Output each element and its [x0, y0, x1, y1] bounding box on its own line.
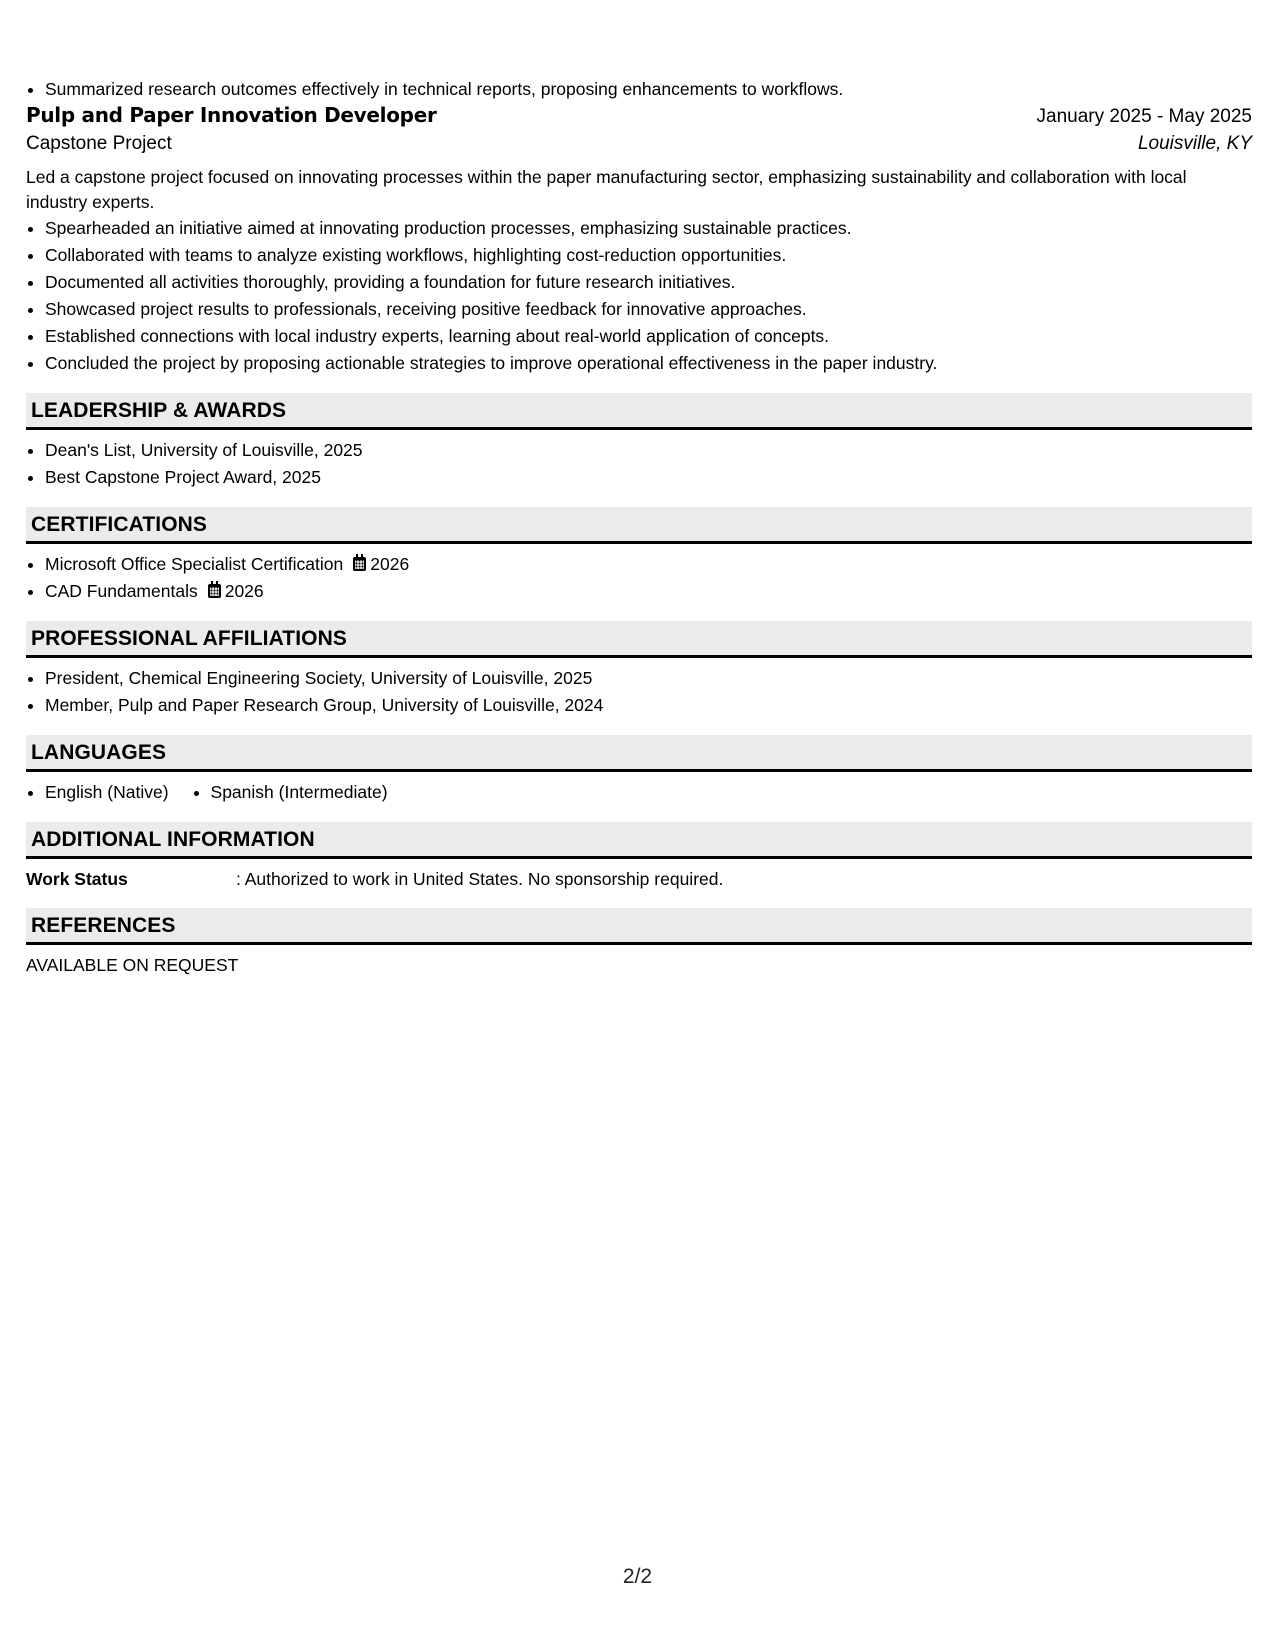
list-item: • Dean's List, University of Louisville, 2025 — [45, 437, 1252, 464]
list-item: • English (Native) — [45, 779, 169, 806]
affiliations-list — [26, 665, 1252, 719]
work-status-row — [26, 866, 1252, 892]
job-organization: Capstone Project — [26, 133, 172, 154]
calendar-icon — [353, 557, 366, 571]
section-heading: LANGUAGES — [26, 735, 1252, 772]
list-item: • Concluded the project by proposing actionable strategies to improve operational effectiveness in the paper industry. — [45, 350, 1252, 377]
section-heading: CERTIFICATIONS — [26, 507, 1252, 544]
experience-entry — [26, 103, 1252, 377]
job-subheader — [26, 133, 1252, 165]
list-item: • Summarized research outcomes effectively in technical reports, proposing enhancements to workflows. — [45, 76, 1252, 103]
references-section — [26, 908, 1252, 978]
resume-page — [26, 76, 1252, 978]
affiliations-section — [26, 621, 1252, 719]
job-header — [26, 103, 1252, 133]
certifications-list — [26, 551, 1252, 605]
job-bullets — [26, 215, 1252, 377]
section-heading: ADDITIONAL INFORMATION — [26, 822, 1252, 859]
list-item: • Collaborated with teams to analyze existing workflows, highlighting cost-reduction opportunities. — [45, 242, 1252, 269]
certification-year: 2026 — [224, 581, 264, 601]
additional-info-section — [26, 822, 1252, 892]
job-dates: January 2025 - May 2025 — [1036, 106, 1252, 127]
list-item: • Member, Pulp and Paper Research Group, University of Louisville, 2024 — [45, 692, 1252, 719]
section-heading: REFERENCES — [26, 908, 1252, 945]
page-number: 2/2 — [622, 1565, 653, 1588]
certifications-section — [26, 507, 1252, 605]
work-status-value: : Authorized to work in United States. No sponsorship required. — [236, 869, 724, 889]
languages-list — [26, 779, 1252, 806]
job-location: Louisville, KY — [1137, 133, 1252, 154]
list-item: • Spanish (Intermediate) — [211, 779, 388, 806]
previous-role-bullets — [26, 76, 1252, 103]
section-heading: PROFESSIONAL AFFILIATIONS — [26, 621, 1252, 658]
list-item: • Showcased project results to professionals, receiving positive feedback for innovative approaches. — [45, 296, 1252, 323]
languages-section — [26, 735, 1252, 806]
list-item: • President, Chemical Engineering Society, University of Louisville, 2025 — [45, 665, 1252, 692]
leadership-list — [26, 437, 1252, 491]
certification-name: CAD Fundamentals — [45, 581, 198, 601]
list-item: • Established connections with local industry experts, learning about real-world application of concepts. — [45, 323, 1252, 350]
list-item: • Spearheaded an initiative aimed at innovating production processes, emphasizing sustainable practices. — [45, 215, 1252, 242]
references-text: AVAILABLE ON REQUEST — [26, 955, 239, 975]
list-item — [45, 578, 1252, 605]
job-title: Pulp and Paper Innovation Developer — [26, 103, 437, 127]
leadership-section — [26, 393, 1252, 491]
certification-name: Microsoft Office Specialist Certification — [45, 554, 344, 574]
job-description: Led a capstone project focused on innovating processes within the paper manufacturing sector, emphasizing sustainability and collaboration with local industry experts. — [26, 167, 1187, 212]
work-status-label: Work Status — [26, 869, 128, 889]
list-item: • Documented all activities thoroughly, providing a foundation for future research initiatives. — [45, 269, 1252, 296]
calendar-icon — [208, 584, 221, 598]
section-heading: LEADERSHIP & AWARDS — [26, 393, 1252, 430]
list-item: • Best Capstone Project Award, 2025 — [45, 464, 1252, 491]
list-item — [45, 551, 1252, 578]
certification-year: 2026 — [370, 554, 410, 574]
